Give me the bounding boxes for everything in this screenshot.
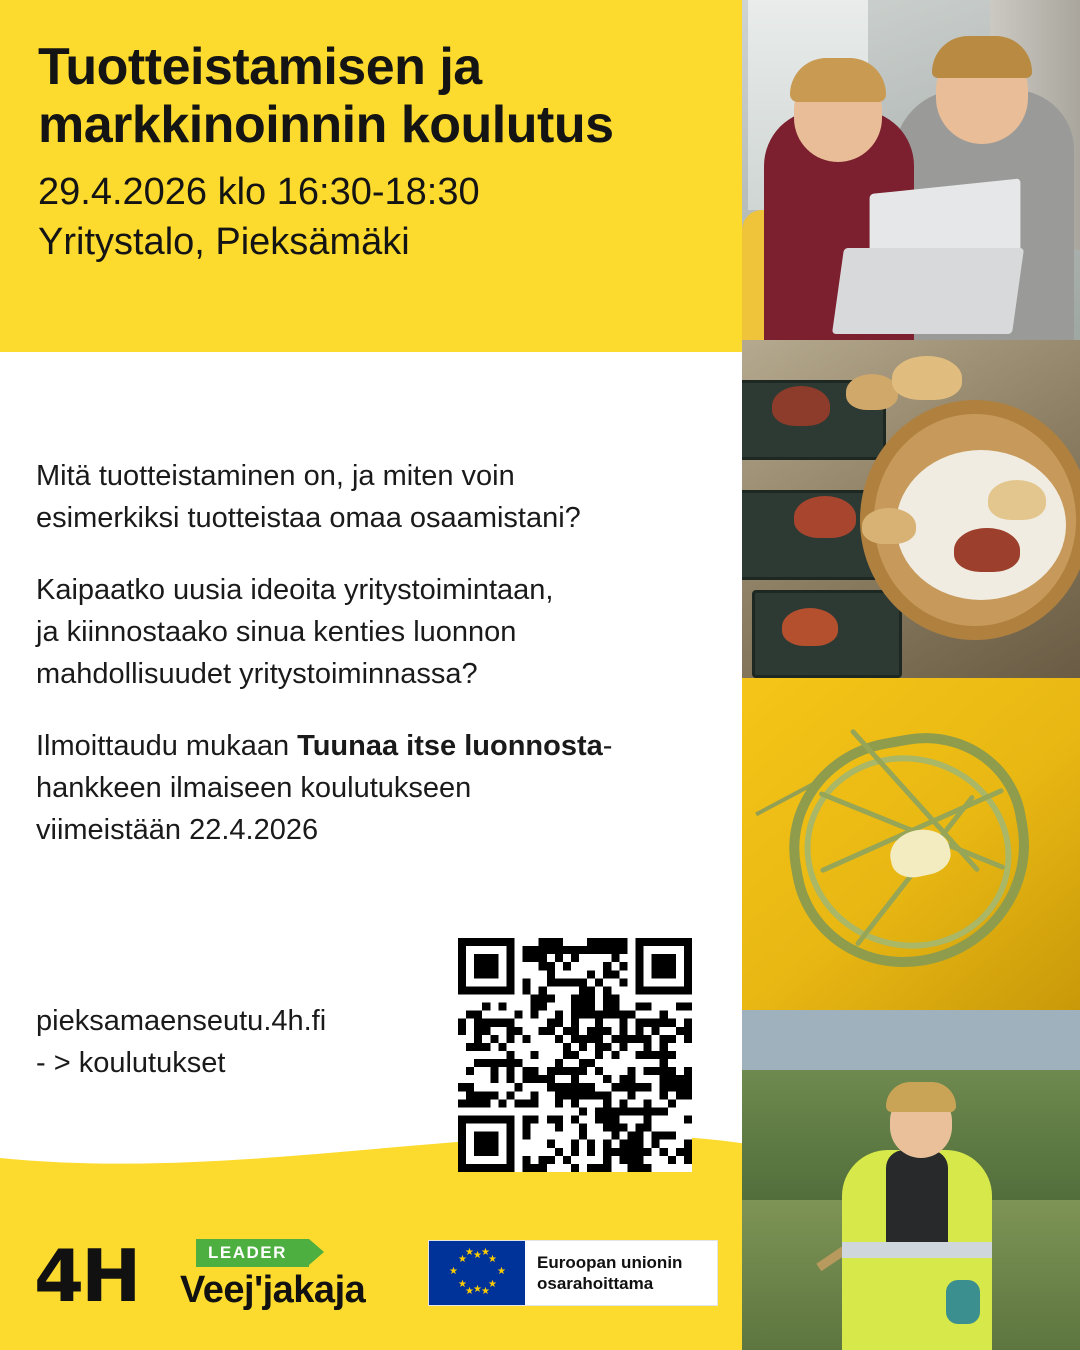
paragraph-2-line-3: mahdollisuudet yritystoiminnassa? — [36, 658, 478, 691]
page-title-line-1: Tuotteistamisen ja — [38, 38, 482, 96]
event-datetime: 29.4.2026 klo 16:30-18:30 — [38, 171, 480, 214]
leader-tag-label: LEADER — [196, 1239, 309, 1267]
photo-two-people-laptop — [742, 0, 1080, 340]
paragraph-1-line-2: esimerkiksi tuotteistaa omaa osaamistani? — [36, 502, 581, 535]
paragraph-2-line-2: ja kiinnostaako sinua kenties luonnon — [36, 616, 517, 649]
photo-column — [742, 0, 1080, 1350]
eu-funding-line-1: Euroopan unionin — [537, 1252, 683, 1272]
photo-mushrooms-basket — [742, 340, 1080, 678]
event-venue: Yritystalo, Pieksämäki — [38, 220, 410, 263]
paragraph-3-line-3: viimeistään 22.4.2026 — [36, 814, 319, 847]
header-text-block — [38, 38, 738, 267]
paragraph-1-line-1: Mitä tuotteistaminen on, ja miten voin — [36, 460, 515, 492]
project-name: Tuunaa itse luonnosta — [297, 730, 603, 763]
qr-code-canvas[interactable] — [458, 938, 692, 1172]
eu-flag-icon: ★ ★ ★ ★ ★ ★ ★ ★ ★ ★ ★ ★ — [429, 1241, 525, 1305]
logo-eu-funding — [428, 1240, 718, 1306]
photo-person-hi-vis — [742, 1010, 1080, 1350]
logo-4h: 4H — [34, 1234, 139, 1318]
paragraph-3-suffix: - — [602, 730, 613, 763]
qr-code[interactable] — [458, 938, 692, 1172]
paragraph-2 — [36, 569, 736, 695]
paragraph-3-line-2: hankkeen ilmaiseen koulutukseen — [36, 772, 472, 805]
paragraph-1 — [36, 455, 736, 539]
eu-funding-text — [525, 1241, 717, 1305]
photo-willow-wreath — [742, 678, 1080, 1010]
paragraph-3-prefix: Ilmoittaudu mukaan — [36, 730, 298, 763]
header-curve-shape — [0, 300, 748, 370]
paragraph-3 — [36, 725, 736, 851]
page-title — [38, 38, 738, 154]
eu-funding-line-2: osarahoittama — [537, 1274, 654, 1293]
leader-group-name: Veej'jakaja — [180, 1269, 366, 1311]
event-details — [38, 168, 738, 267]
website-url[interactable]: pieksamaenseutu.4h.fi — [36, 1005, 327, 1037]
logo-leader-veejjakaja — [180, 1239, 380, 1312]
paragraph-2-line-1: Kaipaatko uusia ideoita yritystoimintaan, — [36, 574, 554, 607]
cta-block — [36, 1000, 456, 1084]
body-copy — [36, 455, 736, 851]
page-title-line-2: markkinoinnin koulutus — [38, 96, 614, 155]
website-path: - > koulutukset — [36, 1047, 226, 1080]
